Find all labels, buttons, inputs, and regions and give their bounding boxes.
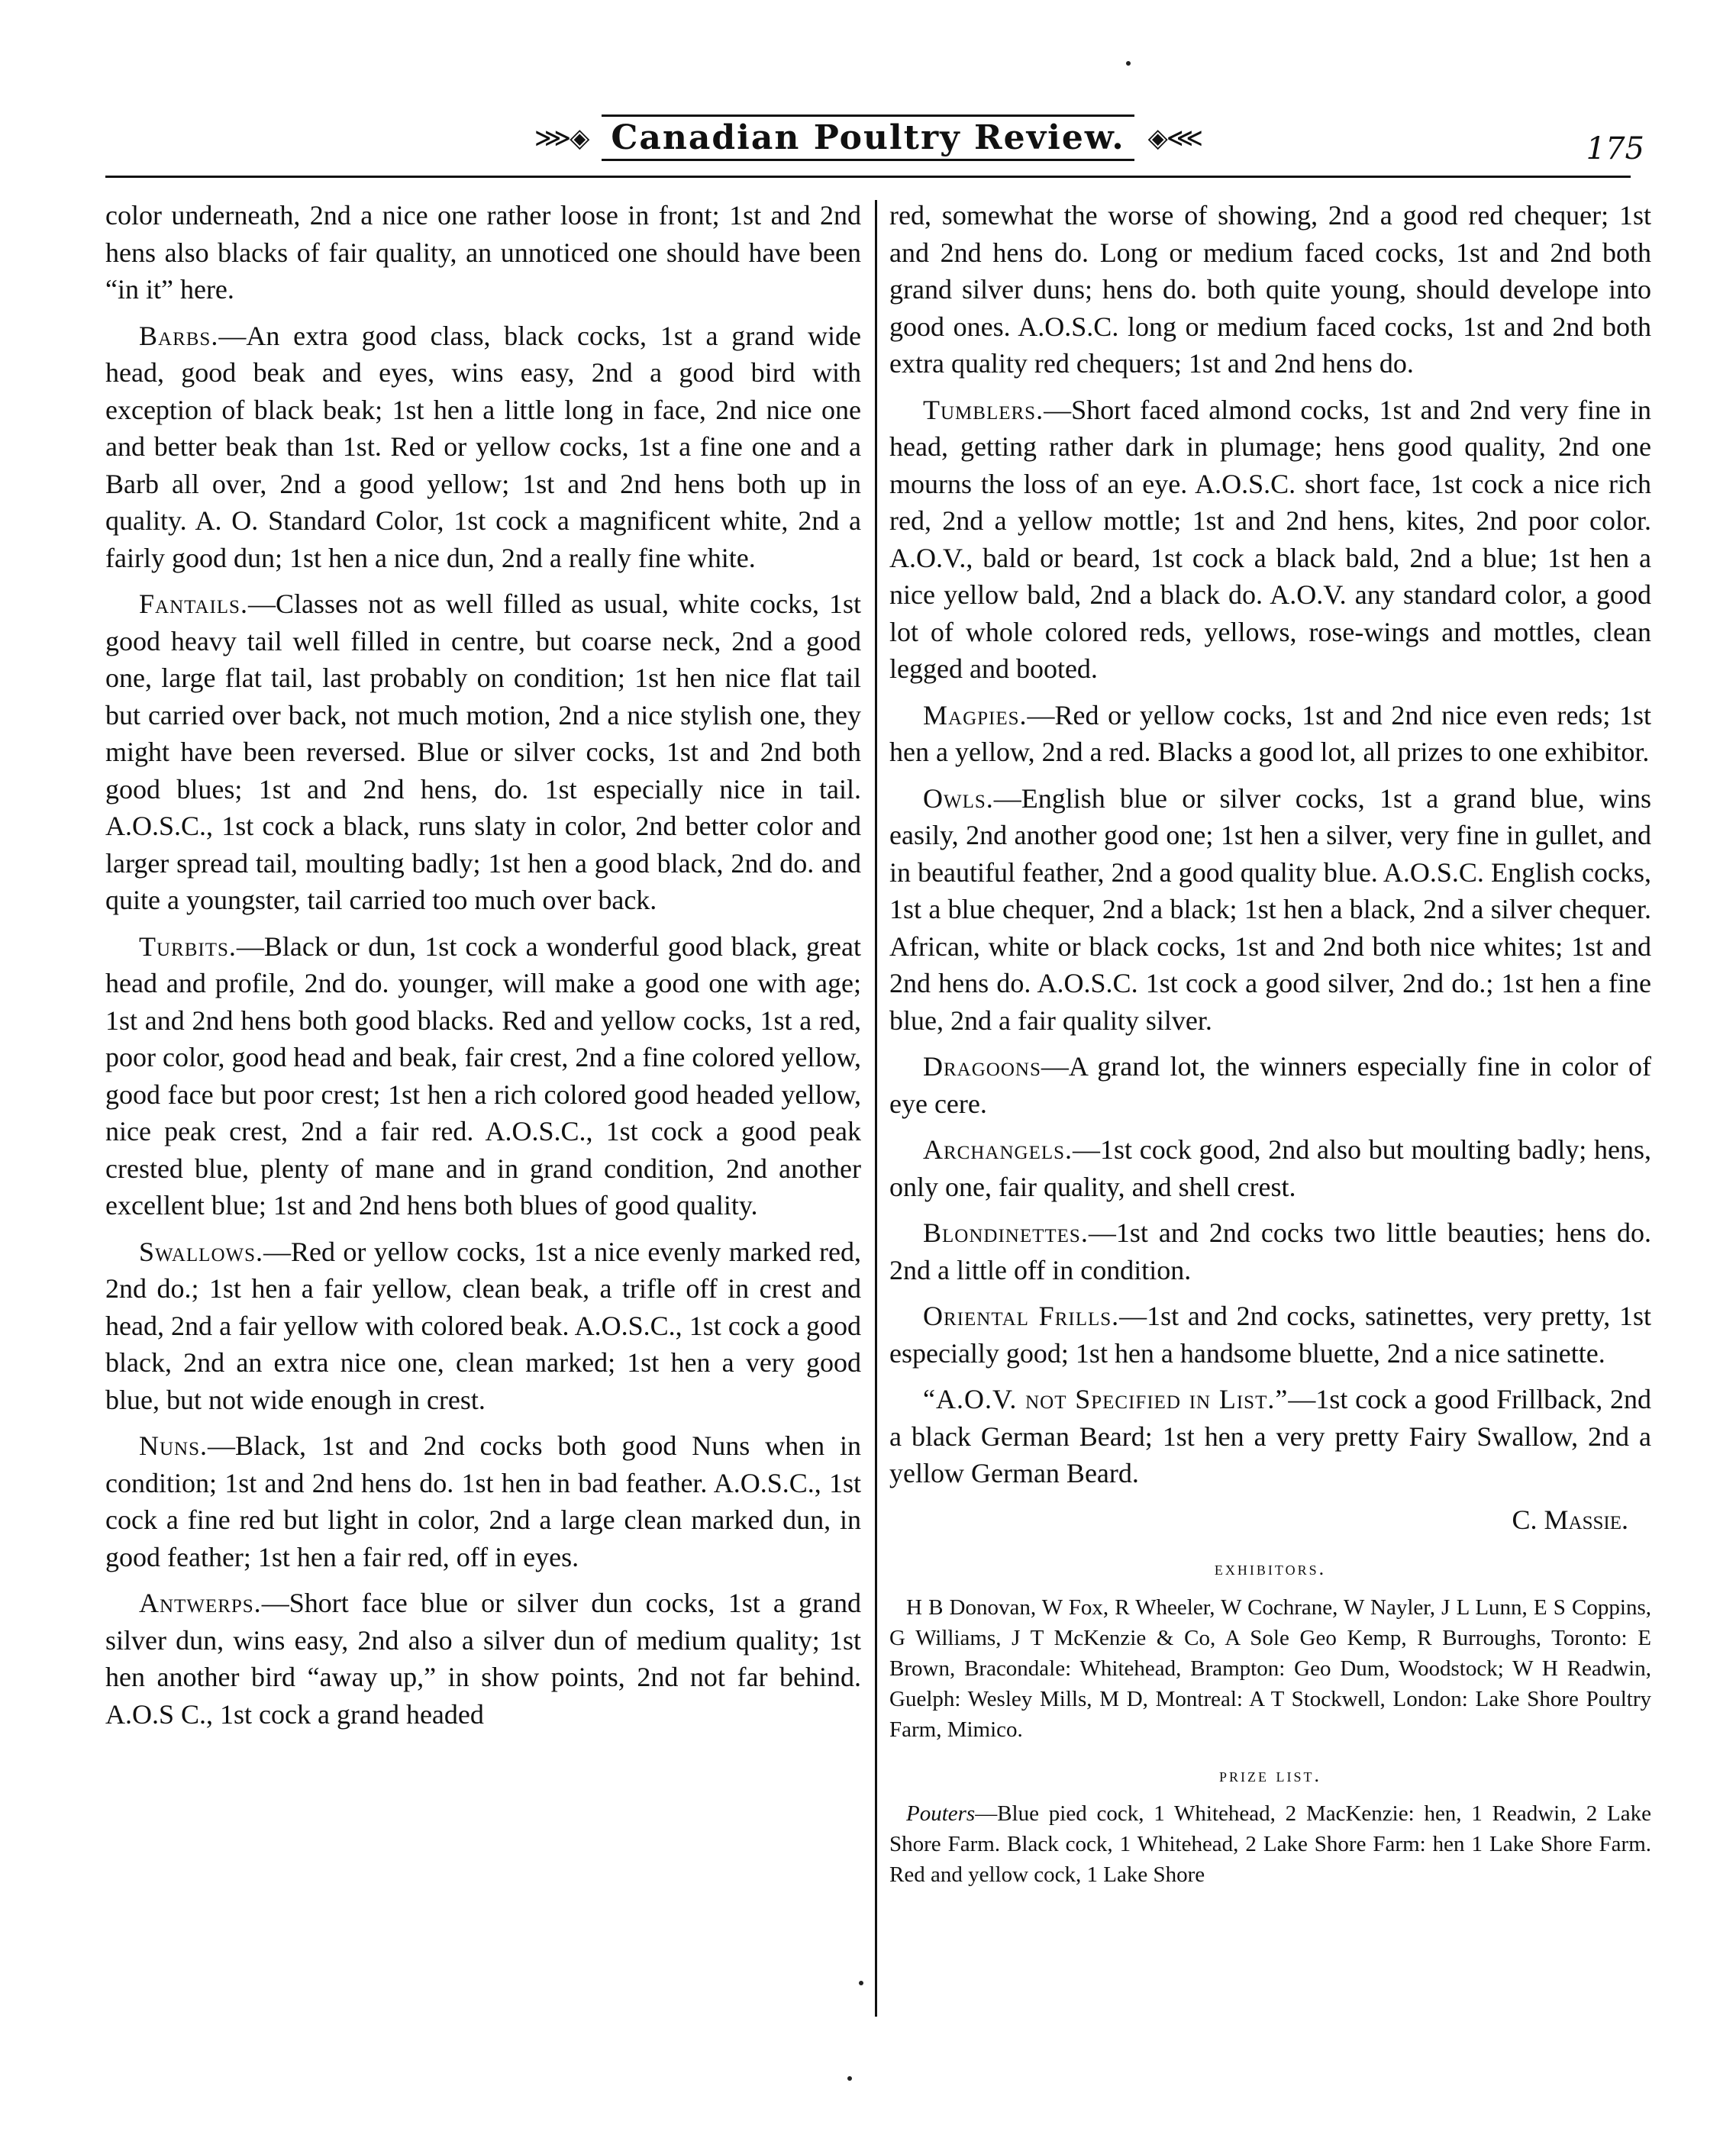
section-heading: “A.O.V. not Specified in List.” — [923, 1384, 1289, 1414]
section-heading: Nuns. — [139, 1430, 208, 1461]
article-paragraph: Archangels.—1st cock good, 2nd also but moulting badly; hens, only one, fair quality, and shell crest. — [889, 1134, 1651, 1202]
section-heading: Dragoons — [923, 1051, 1041, 1082]
article-paragraph: Magpies.—Red or yellow cocks, 1st and 2nd nice even reds; 1st hen a yellow, 2nd a red. Blacks a good lot, all prizes to one exhibitor. — [889, 699, 1651, 767]
section-heading: Turbits. — [139, 930, 237, 962]
publication-title: Canadian Poultry Review. — [602, 114, 1134, 161]
article-paragraph: Turbits.—Black or dun, 1st cock a wonderful good black, great head and profile, 2nd do. younger, will make a good one with age; 1st and 2nd hens both good blacks. Red and yellow cocks, 1st a red, poor color, good head and beak, fair crest, 2nd a fine colored yellow, good face but poor crest; 1st hen a rich colored good headed yellow, nice peak crest, 2nd a fair red. A.O.S.C., 1st cock a good peak crested blue, plenty of mane and in grand condition, 2nd another excellent blue; 1st and 2nd hens both blues of good quality. — [105, 930, 861, 1221]
prize-list-heading: prize list. — [1219, 1763, 1321, 1786]
section-heading: Swallows. — [139, 1236, 263, 1267]
article-paragraph: Fantails.—Classes not as well filled as usual, white cocks, 1st good heavy tail well filled in centre, but coarse neck, 2nd a good one, large flat tail, last probably on condition; 1st hen nice flat tail but carried over back, not much motion, 2nd a nice stylish one, they might have been reversed. Blue or silver cocks, 1st and 2nd both good blues; 1st and 2nd hens, do. 1st especially nice in tail. A.O.S.C., 1st cock a black, runs slaty in color, 2nd better color and larger spread tail, moulting badly; 1st hen a good black, 2nd do. and quite a youngster, tail carried too much over back. — [105, 589, 861, 915]
section-heading: Barbs. — [139, 320, 219, 351]
article-paragraph: Dragoons—A grand lot, the winners especially fine in color of eye cere. — [889, 1051, 1651, 1119]
section-heading: Antwerps. — [139, 1588, 262, 1618]
masthead — [0, 114, 1736, 168]
page-number: 175 — [1586, 131, 1644, 166]
section-heading: Fantails. — [139, 589, 248, 619]
article-paragraph: “A.O.V. not Specified in List.”—1st cock a good Frillback, 2nd a black German Beard; 1st hen a very pretty Fairy Swallow, 2nd a yellow German Beard. — [889, 1384, 1652, 1488]
article-paragraph: Blondinettes.—1st and 2nd cocks two little beauties; hens do. 2nd a little off in condition. — [889, 1217, 1651, 1285]
section-heading: Tumblers. — [923, 394, 1044, 425]
article-paragraph: Swallows.—Red or yellow cocks, 1st a nice evenly marked red, 2nd do.; 1st hen a fair yellow, clean beak, a trifle off in crest and head, 2nd a fair yellow with colored beak. A.O.S.C., 1st cock a good black, 2nd an extra nice one, clean marked; 1st hen a very good blue, but not wide enough in crest. — [105, 1236, 861, 1415]
left-ornament: ⋙◈ — [534, 122, 589, 153]
left-column — [105, 197, 861, 1742]
section-heading: Magpies. — [923, 699, 1028, 730]
right-ornament: ◈⋘ — [1147, 122, 1202, 153]
print-speck — [859, 1981, 863, 1985]
section-heading: Blondinettes. — [923, 1217, 1089, 1248]
article-paragraph: Tumblers.—Short faced almond cocks, 1st and 2nd very fine in head, getting rather dark in plumage; hens good quality, 2nd one mourns the loss of an eye. A.O.S.C. short face, 1st cock a nice rich red, 2nd a yellow mottle; 1st and 2nd hens, kites, 2nd poor color. A.O.V., bald or beard, 1st cock a black bald, 2nd a blue; 1st hen a nice yellow bald, 2nd a black do. A.O.V. any standard color, a good lot of whole colored reds, yellows, rose-wings and mottles, clean legged and booted. — [889, 394, 1651, 684]
article-paragraph: Barbs.—An extra good class, black cocks, 1st a grand wide head, good beak and eyes, wins easy, 2nd a good bird with exception of black beak; 1st hen a little long in face, 2nd nice one and better beak than 1st. Red or yellow cocks, 1st a fine one and a Barb all over, 2nd a good yellow; 1st and 2nd hens both up in quality. A. O. Standard Color, 1st cock a magnificent white, 2nd a fairly good dun; 1st hen a nice dun, 2nd a really fine white. — [105, 320, 861, 573]
section-heading: Oriental Frills. — [923, 1301, 1120, 1331]
print-speck — [1126, 61, 1131, 66]
prize-list-label: Pouters — [906, 1801, 976, 1826]
right-column — [889, 197, 1651, 1896]
article-paragraph: Nuns.—Black, 1st and 2nd cocks both good Nuns when in condition; 1st and 2nd hens do. 1st hen in bad feather. A.O.S.C., 1st cock a fine red but light in color, 2nd a large clean marked dun, in good feather; 1st hen a fair red, off in eyes. — [105, 1430, 861, 1572]
article-paragraph: Oriental Frills.—1st and 2nd cocks, satinettes, very pretty, 1st especially good; 1st hen a handsome bluette, 2nd a nice satinette. — [889, 1301, 1652, 1369]
section-heading: Owls. — [923, 782, 994, 814]
article-paragraph: Owls.—English blue or silver cocks, 1st a grand blue, wins easily, 2nd another good one; 1st hen a silver, very fine in gullet, and in beautiful feather, 2nd a good quality blue. A.O.S.C. English cocks, 1st a blue chequer, 2nd a black; 1st hen a black, 2nd a silver chequer. African, white or black cocks, 1st and 2nd both nice whites; 1st and 2nd hens do. A.O.S.C. 1st cock a good silver, 2nd do.; 1st hen a fine blue, 2nd a fair quality silver. — [889, 782, 1651, 1036]
print-speck — [847, 2076, 852, 2081]
exhibitors-heading: exhibitors. — [1214, 1557, 1327, 1579]
article-paragraph: color underneath, 2nd a nice one rather loose in front; 1st and 2nd hens also blacks of fair quality, an unnoticed one should have been “in it” here. — [105, 200, 861, 305]
author-signature: C. Massie. — [1512, 1504, 1628, 1535]
exhibitors-list: H B Donovan, W Fox, R Wheeler, W Cochrane, W Nayler, J L Lunn, E S Coppins, G Williams, J T McKenzie & Co, A Sole Geo Kemp, R Burroughs, Toronto: E Brown, Bracondale: Whitehead, Brampton: Geo Dum, Woodstock; W H Readwin, Guelph: Wesley Mills, M D, Montreal: A T Stockwell, London: Lake Shore Poultry Farm, Mimico. — [889, 1595, 1651, 1742]
section-heading: Archangels. — [923, 1134, 1073, 1165]
article-paragraph: Antwerps.—Short face blue or silver dun cocks, 1st a grand silver dun, wins easy, 2nd also a silver dun of medium quality; 1st hen another bird “away up,” in show points, 2nd not far behind. A.O.S C., 1st cock a grand headed — [105, 1588, 861, 1730]
column-divider — [875, 200, 877, 2017]
article-paragraph: red, somewhat the worse of showing, 2nd a good red chequer; 1st and 2nd hens do. Long or medium faced cocks, 1st and 2nd both grand silver duns; hens do. both quite young, should develope into good ones. A.O.S.C. long or medium faced cocks, 1st and 2nd both extra quality red chequers; 1st and 2nd hens do. — [889, 200, 1651, 379]
prize-list: Pouters—Blue pied cock, 1 Whitehead, 2 MacKenzie: hen, 1 Readwin, 2 Lake Shore Farm. Black cock, 1 Whitehead, 2 Lake Shore Farm: hen 1 Lake Shore Farm. Red and yellow cock, 1 Lake Shore — [889, 1801, 1651, 1887]
header-rule — [105, 176, 1631, 178]
